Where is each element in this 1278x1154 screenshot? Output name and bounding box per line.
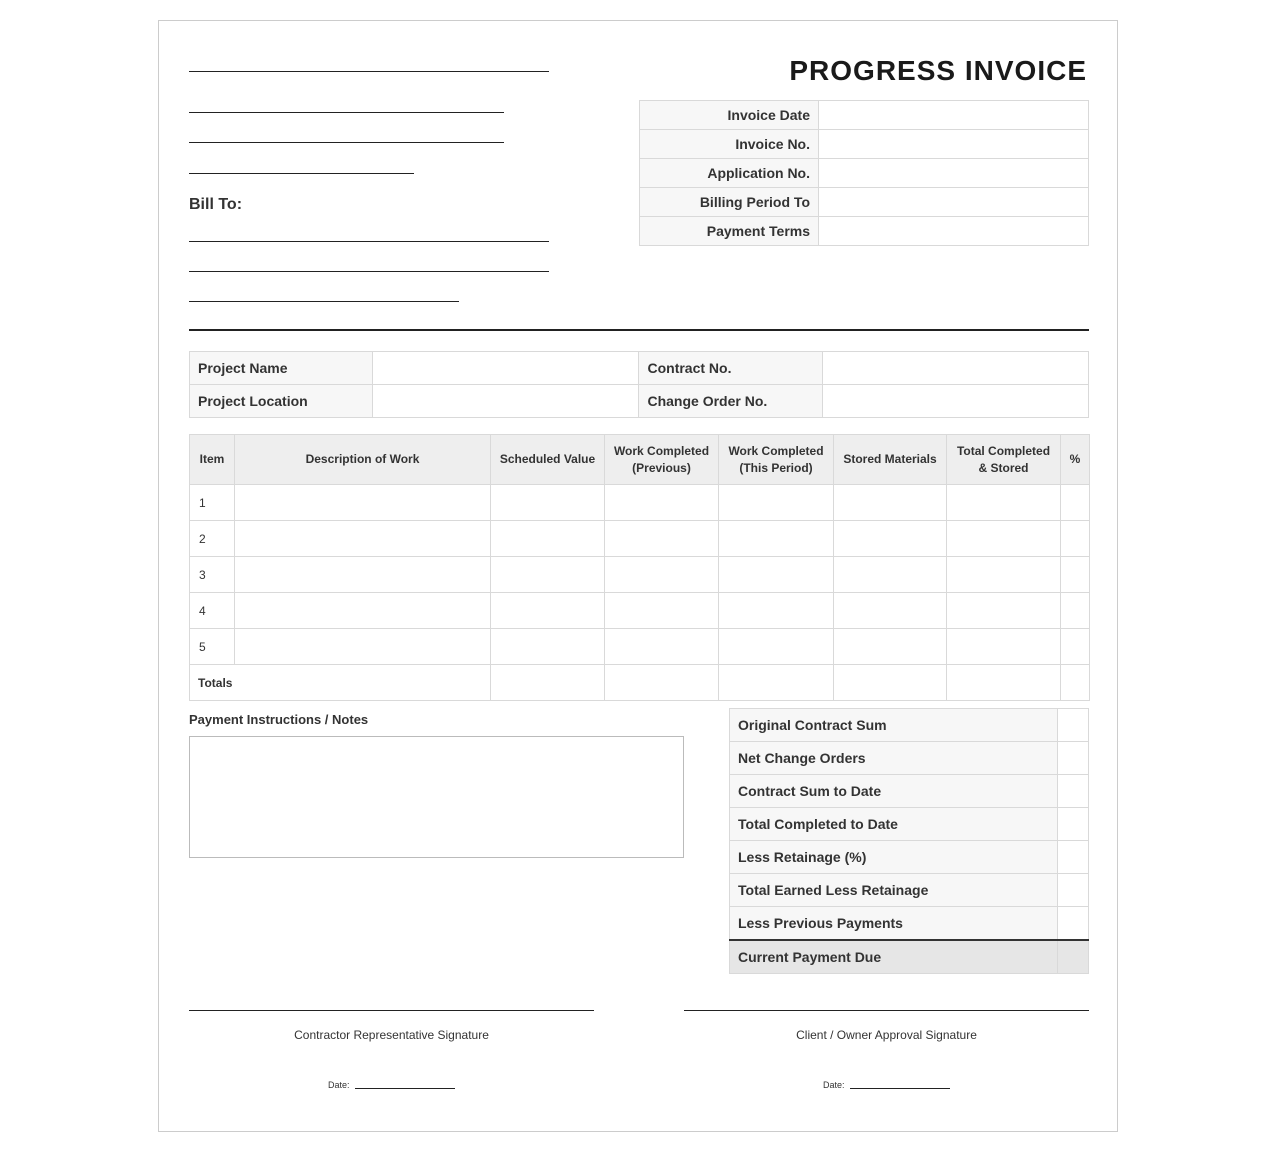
meta-row-invoice-date bbox=[640, 101, 1089, 130]
table-row bbox=[190, 593, 1090, 629]
work-previous-cell[interactable] bbox=[605, 593, 719, 629]
meta-label: Payment Terms bbox=[640, 217, 819, 246]
work-this-period-cell[interactable] bbox=[719, 629, 834, 665]
summary-label: Total Earned Less Retainage bbox=[730, 874, 1058, 907]
work-this-period-cell[interactable] bbox=[719, 521, 834, 557]
summary-row bbox=[730, 742, 1089, 775]
stored-materials-cell[interactable] bbox=[834, 629, 947, 665]
invoice-meta-table bbox=[639, 100, 1089, 246]
column-header-description: Description of Work bbox=[235, 435, 491, 485]
column-header-work-this-period: Work Completed (This Period) bbox=[719, 435, 834, 485]
client-signature-label: Client / Owner Approval Signature bbox=[796, 1028, 977, 1042]
work-previous-cell[interactable] bbox=[605, 521, 719, 557]
application-no-field[interactable] bbox=[819, 159, 1089, 188]
stored-materials-cell[interactable] bbox=[834, 557, 947, 593]
item-number: 2 bbox=[190, 521, 235, 557]
percent-cell[interactable] bbox=[1061, 557, 1090, 593]
summary-row bbox=[730, 874, 1089, 907]
stored-materials-total[interactable] bbox=[834, 665, 947, 701]
work-items-table bbox=[189, 434, 1090, 701]
percent-cell[interactable] bbox=[1061, 629, 1090, 665]
contractor-date-label: Date: bbox=[328, 1080, 350, 1090]
total-earned-less-retainage-field[interactable] bbox=[1058, 874, 1089, 907]
percent-cell[interactable] bbox=[1061, 485, 1090, 521]
meta-label: Application No. bbox=[640, 159, 819, 188]
summary-row bbox=[730, 808, 1089, 841]
description-cell[interactable] bbox=[235, 557, 491, 593]
current-payment-due-field[interactable] bbox=[1058, 940, 1089, 974]
contract-sum-to-date-field[interactable] bbox=[1058, 775, 1089, 808]
summary-label: Total Completed to Date bbox=[730, 808, 1058, 841]
total-completed-to-date-field[interactable] bbox=[1058, 808, 1089, 841]
client-date-label: Date: bbox=[823, 1080, 845, 1090]
column-header-total-completed: Total Completed & Stored bbox=[947, 435, 1061, 485]
stored-materials-cell[interactable] bbox=[834, 521, 947, 557]
scheduled-value-cell[interactable] bbox=[491, 485, 605, 521]
table-row bbox=[190, 629, 1090, 665]
company-address-line-1[interactable] bbox=[189, 112, 504, 113]
meta-row-payment-terms bbox=[640, 217, 1089, 246]
invoice-page bbox=[158, 20, 1118, 1132]
contractor-signature-label: Contractor Representative Signature bbox=[294, 1028, 489, 1042]
company-name-line[interactable] bbox=[189, 71, 549, 72]
payment-summary-table bbox=[729, 708, 1089, 974]
summary-row bbox=[730, 907, 1089, 941]
bill-to-label: Bill To: bbox=[189, 196, 243, 213]
total-completed-cell[interactable] bbox=[947, 485, 1061, 521]
scheduled-value-cell[interactable] bbox=[491, 521, 605, 557]
totals-label: Totals bbox=[190, 665, 491, 701]
percent-cell[interactable] bbox=[1061, 521, 1090, 557]
project-name-label: Project Name bbox=[190, 352, 373, 385]
scheduled-value-cell[interactable] bbox=[491, 593, 605, 629]
summary-label: Original Contract Sum bbox=[730, 709, 1058, 742]
table-row bbox=[190, 521, 1090, 557]
company-address-line-2[interactable] bbox=[189, 142, 504, 143]
item-number: 5 bbox=[190, 629, 235, 665]
less-retainage-field[interactable] bbox=[1058, 841, 1089, 874]
scheduled-value-total[interactable] bbox=[491, 665, 605, 701]
contractor-signature-line[interactable] bbox=[189, 1010, 594, 1011]
section-divider bbox=[189, 329, 1089, 331]
work-previous-total[interactable] bbox=[605, 665, 719, 701]
item-number: 1 bbox=[190, 485, 235, 521]
notes-label: Payment Instructions / Notes bbox=[189, 712, 369, 727]
invoice-no-field[interactable] bbox=[819, 130, 1089, 159]
stored-materials-cell[interactable] bbox=[834, 485, 947, 521]
less-previous-payments-field[interactable] bbox=[1058, 907, 1089, 941]
work-this-period-cell[interactable] bbox=[719, 485, 834, 521]
payment-terms-field[interactable] bbox=[819, 217, 1089, 246]
item-number: 3 bbox=[190, 557, 235, 593]
work-this-period-cell[interactable] bbox=[719, 557, 834, 593]
totals-row bbox=[190, 665, 1090, 701]
billing-period-field[interactable] bbox=[819, 188, 1089, 217]
notes-field[interactable] bbox=[189, 736, 684, 858]
table-row bbox=[190, 485, 1090, 521]
column-header-item: Item bbox=[190, 435, 235, 485]
bill-to-line-1[interactable] bbox=[189, 241, 549, 242]
project-location-field[interactable] bbox=[373, 385, 639, 418]
client-date-line[interactable] bbox=[850, 1088, 950, 1089]
invoice-date-field[interactable] bbox=[819, 101, 1089, 130]
summary-row bbox=[730, 775, 1089, 808]
column-header-work-previous: Work Completed (Previous) bbox=[605, 435, 719, 485]
description-cell[interactable] bbox=[235, 593, 491, 629]
stored-materials-cell[interactable] bbox=[834, 593, 947, 629]
summary-label: Less Retainage (%) bbox=[730, 841, 1058, 874]
summary-label: Less Previous Payments bbox=[730, 907, 1058, 941]
column-header-stored-materials: Stored Materials bbox=[834, 435, 947, 485]
total-completed-cell[interactable] bbox=[947, 629, 1061, 665]
scheduled-value-cell[interactable] bbox=[491, 629, 605, 665]
company-address-line-3[interactable] bbox=[189, 173, 414, 174]
contract-no-field[interactable] bbox=[822, 352, 1088, 385]
work-previous-cell[interactable] bbox=[605, 629, 719, 665]
meta-label: Invoice No. bbox=[640, 130, 819, 159]
table-row bbox=[190, 557, 1090, 593]
project-location-label: Project Location bbox=[190, 385, 373, 418]
work-this-period-total[interactable] bbox=[719, 665, 834, 701]
total-completed-cell[interactable] bbox=[947, 557, 1061, 593]
current-payment-due-label: Current Payment Due bbox=[730, 940, 1058, 974]
description-cell[interactable] bbox=[235, 629, 491, 665]
project-info-table bbox=[189, 351, 1089, 418]
total-completed-total[interactable] bbox=[947, 665, 1061, 701]
percent-total[interactable] bbox=[1061, 665, 1090, 701]
item-number: 4 bbox=[190, 593, 235, 629]
summary-label: Contract Sum to Date bbox=[730, 775, 1058, 808]
total-completed-cell[interactable] bbox=[947, 521, 1061, 557]
column-header-percent: % bbox=[1061, 435, 1090, 485]
bill-to-line-3[interactable] bbox=[189, 301, 459, 302]
table-header-row bbox=[190, 435, 1090, 485]
summary-label: Net Change Orders bbox=[730, 742, 1058, 775]
change-order-no-field[interactable] bbox=[822, 385, 1088, 418]
current-payment-due-row bbox=[730, 940, 1089, 974]
project-row-2 bbox=[190, 385, 1089, 418]
meta-row-application-no bbox=[640, 159, 1089, 188]
project-row-1 bbox=[190, 352, 1089, 385]
change-order-no-label: Change Order No. bbox=[639, 385, 822, 418]
summary-row bbox=[730, 709, 1089, 742]
column-header-scheduled-value: Scheduled Value bbox=[491, 435, 605, 485]
work-previous-cell[interactable] bbox=[605, 485, 719, 521]
total-completed-cell[interactable] bbox=[947, 593, 1061, 629]
scheduled-value-cell[interactable] bbox=[491, 557, 605, 593]
percent-cell[interactable] bbox=[1061, 593, 1090, 629]
original-contract-sum-field[interactable] bbox=[1058, 709, 1089, 742]
client-signature-line[interactable] bbox=[684, 1010, 1089, 1011]
meta-label: Invoice Date bbox=[640, 101, 819, 130]
contractor-date-line[interactable] bbox=[355, 1088, 455, 1089]
project-name-field[interactable] bbox=[373, 352, 639, 385]
page-title: PROGRESS INVOICE bbox=[789, 55, 1087, 86]
description-cell[interactable] bbox=[235, 521, 491, 557]
contract-no-label: Contract No. bbox=[639, 352, 822, 385]
summary-row bbox=[730, 841, 1089, 874]
bill-to-line-2[interactable] bbox=[189, 271, 549, 272]
work-previous-cell[interactable] bbox=[605, 557, 719, 593]
net-change-orders-field[interactable] bbox=[1058, 742, 1089, 775]
meta-row-invoice-no bbox=[640, 130, 1089, 159]
meta-label: Billing Period To bbox=[640, 188, 819, 217]
description-cell[interactable] bbox=[235, 485, 491, 521]
work-this-period-cell[interactable] bbox=[719, 593, 834, 629]
meta-row-billing-period bbox=[640, 188, 1089, 217]
